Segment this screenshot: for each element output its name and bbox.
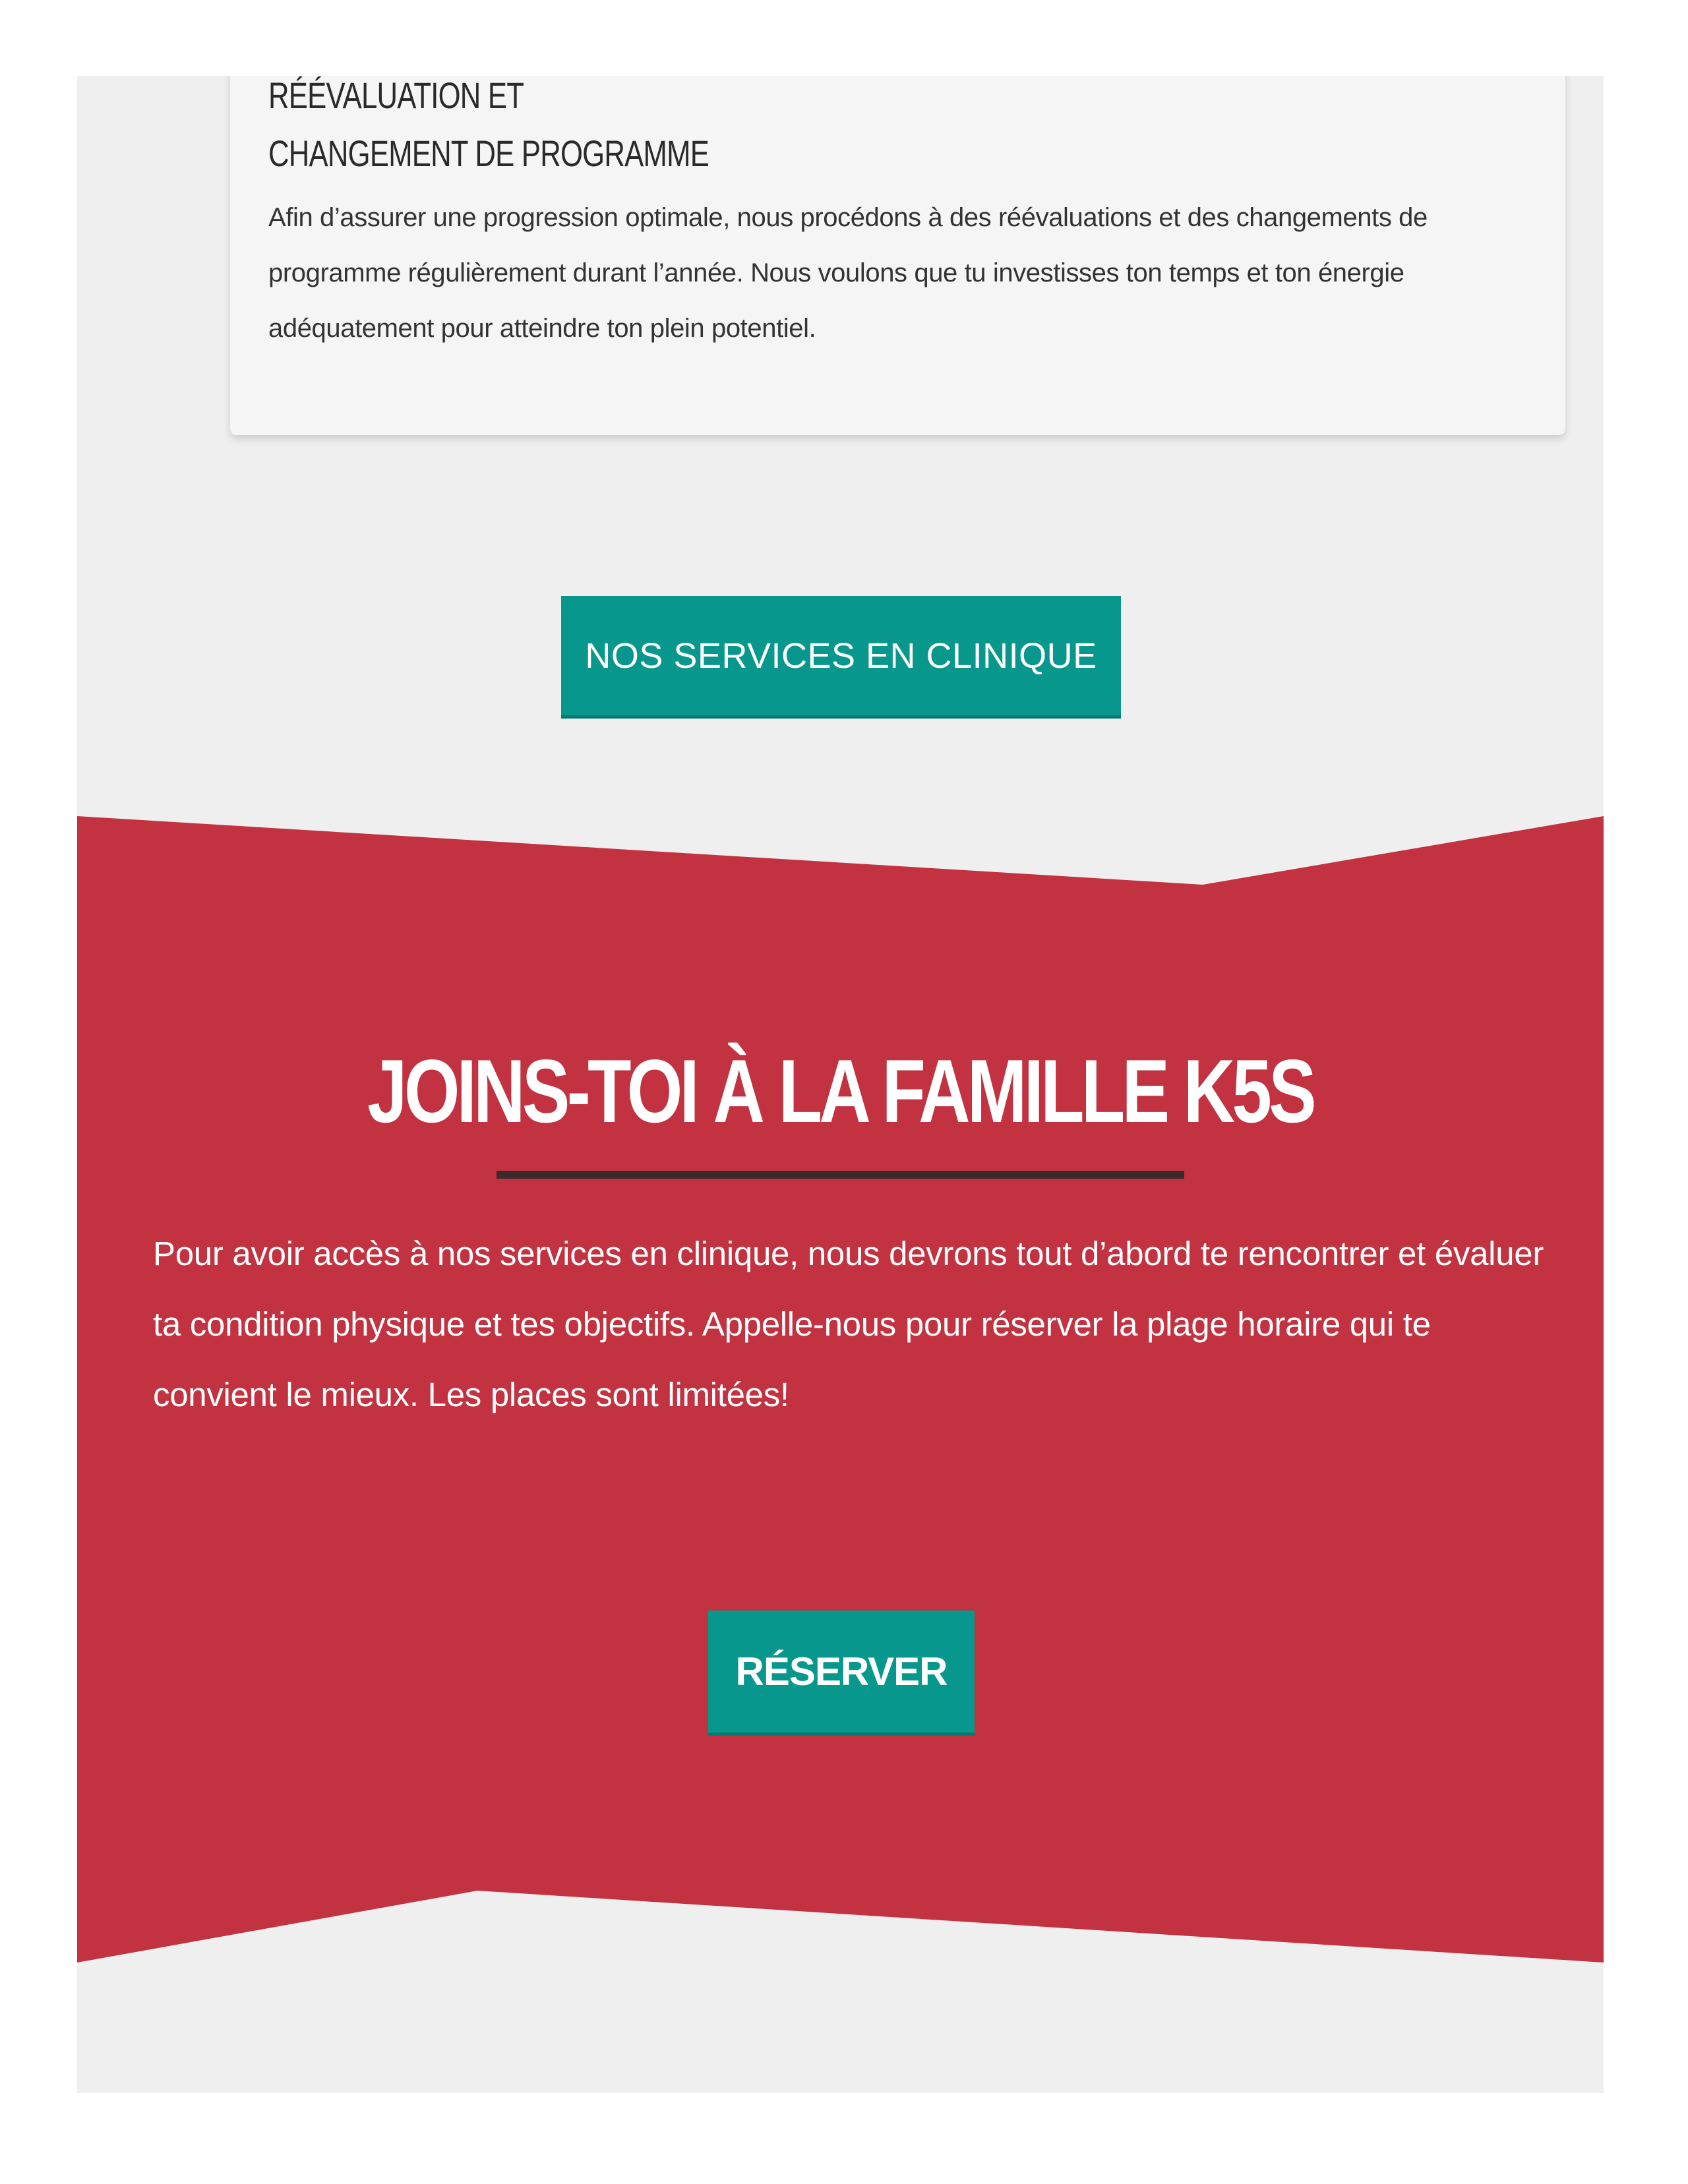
card-title-line-2: CHANGEMENT DE PROGRAMME (268, 133, 709, 174)
program-card (230, 76, 1565, 435)
reserve-button[interactable]: RÉSERVER (708, 1610, 975, 1736)
card-title (268, 76, 709, 183)
card-description: Afin d’assurer une progression optimale, nous procédons à des réévaluations et des changements de programme régulièrement durant l’année. Nous voulons que tu investisses ton temps et ton énergie adéquatement pour atteindre ton plein potentiel. (268, 203, 1428, 343)
join-description: Pour avoir accès à nos services en clinique, nous devrons tout d’abord te rencontrer et évaluer ta condition physique et tes objectifs. Appelle-nous pour réserver la plage horaire qui te convient le mieux. Les places sont limitées! (153, 1235, 1544, 1413)
page-content (77, 76, 1604, 2093)
join-family-heading: JOINS-TOI À LA FAMILLE K5S (367, 1041, 1313, 1141)
services-clinic-button[interactable]: NOS SERVICES EN CLINIQUE (561, 596, 1121, 719)
card-title-line-1: RÉÉVALUATION ET (268, 76, 524, 116)
heading-divider (497, 1171, 1184, 1179)
